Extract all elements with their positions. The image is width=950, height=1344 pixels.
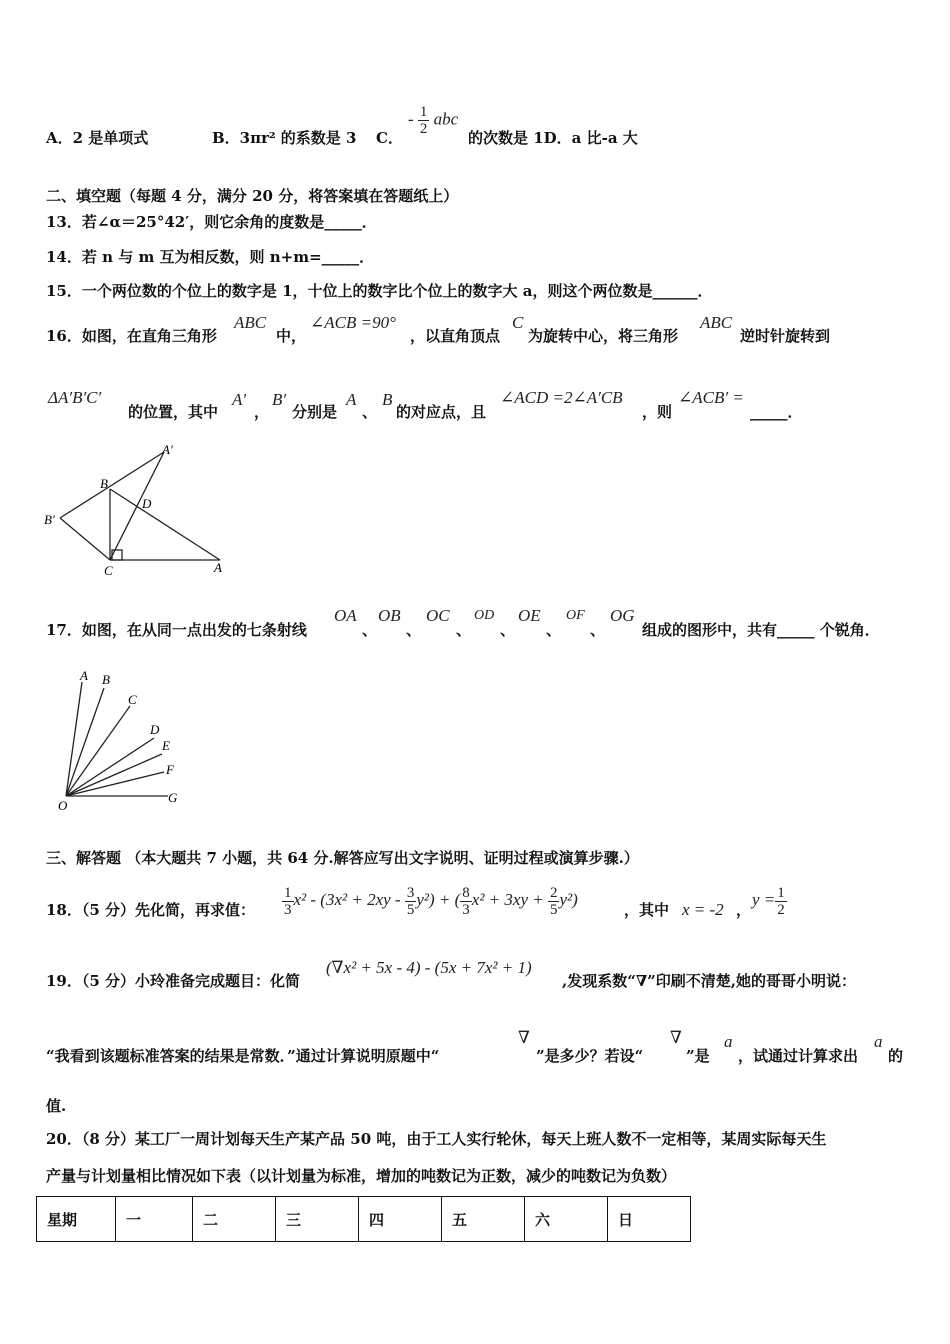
q16-math-aprime: A′	[232, 390, 247, 409]
option-c-fraction: $\frac{1}{2}$	[419, 104, 428, 137]
ray-oe: OE	[518, 606, 541, 625]
question-13: 13．若∠α＝25°42′，则它余角的度数是_____．	[46, 213, 377, 231]
q19-line2-e: 的	[888, 1047, 904, 1065]
q19-line2-b: ”是多少？若设“	[536, 1047, 644, 1065]
q20-table	[36, 1196, 691, 1242]
q19-text-1: 19．（5 分）小玲准备完成题目：化简	[46, 972, 301, 990]
q16-math-answer: ∠ACB′ =	[678, 388, 744, 407]
label-a: A	[214, 560, 222, 575]
q19-text-2: ,发现系数“∇”印刷不清楚,她的哥哥小明说：	[562, 972, 856, 990]
ray-a-line	[66, 682, 82, 796]
segment-ba	[110, 489, 220, 560]
ray-od: OD	[474, 608, 495, 623]
table-cell: 三	[276, 1197, 359, 1242]
section3-title: 三、解答题 （本大题共 7 小题，共 64 分.解答应写出文字说明、证明过程或演算步骤.）	[46, 849, 639, 867]
q17-sep-3: 、	[456, 621, 472, 639]
ray-og: OG	[610, 606, 635, 625]
q17-sep-1: 、	[362, 621, 378, 639]
q17-sep-6: 、	[590, 621, 606, 639]
table-cell: 二	[193, 1197, 276, 1242]
q18-text-3: ，	[736, 901, 752, 919]
q17-text-1: 17．如图，在从同一点出发的七条射线	[46, 621, 307, 639]
fig17-label-b: B	[102, 672, 110, 687]
fig17-label-d: D	[150, 722, 160, 737]
q16-text-5: 逆时针旋转到	[740, 327, 831, 345]
q16-text-7: ，	[254, 403, 270, 421]
label-d: D	[142, 496, 152, 511]
label-a-prime: A′	[162, 442, 173, 457]
q16-blank: _____．	[750, 403, 803, 421]
right-angle-mark	[112, 550, 122, 560]
q19-line2-c: ”是	[686, 1047, 710, 1065]
table-cell: 星期	[37, 1197, 116, 1242]
ray-d-line	[66, 738, 154, 796]
fig17-label-g: G	[168, 790, 178, 805]
q16-text-4: 为旋转中心，将三角形	[528, 327, 679, 345]
q20-line2: 产量与计划量相比情况如下表（以计划量为标准，增加的吨数记为正数，减少的吨数记为负数）	[46, 1167, 677, 1185]
option-c-expr: abc	[433, 109, 459, 129]
table-cell: 六	[525, 1197, 608, 1242]
q16-math-c: C	[512, 313, 524, 332]
q19-var-a-1: a	[724, 1032, 733, 1051]
question-14: 14．若 n 与 m 互为相反数，则 n+m=_____．	[46, 248, 375, 266]
q16-text-8: 分别是	[292, 403, 338, 421]
option-c-neg: -	[408, 109, 414, 129]
q19-var-a-2: a	[874, 1032, 883, 1051]
section2-title: 二、填空题（每题 4 分，满分 20 分，将答案填在答题纸上）	[46, 187, 459, 205]
fig17-label-c: C	[128, 692, 137, 707]
q16-math-b: B	[382, 390, 393, 409]
q18-frac-4: $\frac{2}{5}$	[549, 884, 558, 918]
q16-text-1: 16．如图，在直角三角形	[46, 327, 217, 345]
table-cell: 一	[116, 1197, 193, 1242]
figure-17	[50, 664, 190, 814]
q19-line2-d: ，试通过计算求出	[738, 1047, 859, 1065]
q17-text-2: 组成的图形中，共有_____ 个锐角．	[642, 621, 880, 639]
q19-nabla-1: ∇	[518, 1028, 530, 1047]
q17-sep-5: 、	[546, 621, 562, 639]
ray-of: OF	[566, 608, 585, 623]
q16-text-6: 的位置，其中	[128, 403, 219, 421]
q16-math-abc: ABC	[234, 313, 267, 332]
fig17-label-o: O	[58, 798, 68, 813]
q18-text-1: 18．（5 分）先化简，再求值：	[46, 901, 256, 919]
fig17-label-e: E	[162, 738, 170, 753]
q16-text-2: 中，	[276, 327, 307, 345]
q16-text-3: ，以直角顶点	[410, 327, 501, 345]
question-15: 15．一个两位数的个位上的数字是 1，十位上的数字比个位上的数字大 a，则这个两位数是______．	[46, 282, 713, 300]
option-b: B．3πr² 的系数是 3	[212, 129, 357, 147]
table-cell: 五	[442, 1197, 525, 1242]
q16-text-10: 的对应点，且	[396, 403, 487, 421]
label-b: B	[100, 476, 108, 491]
option-c-suffix: 的次数是 1D．a 比-a 大	[468, 129, 638, 147]
option-c-formula	[408, 104, 458, 137]
ray-b-line	[66, 688, 104, 796]
q16-math-abc2: ABC	[700, 313, 733, 332]
q18-expression: $\frac{1}{3}$ x² - (3x² + 2xy - $\frac{3}{5}$ y²) + ( $\frac{8}{3}$ x² + 3xy + $\frac{2}{5}$ y²)	[284, 884, 578, 918]
q18-y-frac: $\frac{1}{2}$	[777, 884, 785, 918]
q18-x-value: x = -2	[682, 900, 724, 919]
q19-line2-a: “我看到该题标准答案的结果是常数．”通过计算说明原题中“	[46, 1047, 440, 1065]
q18-text-2: ，其中	[624, 901, 670, 919]
q18-y-value: y = $\frac{1}{2}$	[752, 884, 785, 918]
table-row	[37, 1197, 691, 1242]
segment-ca-prime	[110, 452, 164, 560]
q16-math-bprime: B′	[272, 390, 287, 409]
q19-nabla-2: ∇	[670, 1028, 682, 1047]
ray-oc: OC	[426, 606, 450, 625]
ray-oa: OA	[334, 606, 357, 625]
q17-sep-4: 、	[500, 621, 516, 639]
figure-16	[40, 440, 240, 580]
q16-text-11: ，则	[642, 403, 673, 421]
q18-frac-2: $\frac{3}{5}$	[406, 884, 415, 918]
q19-expression: (∇x² + 5x - 4) - (5x + 7x² + 1)	[326, 958, 532, 977]
q16-text-9: 、	[362, 403, 378, 421]
label-b-prime: B′	[44, 512, 55, 527]
table-cell: 日	[608, 1197, 691, 1242]
segment-b-prime-c	[60, 518, 110, 560]
q20-line1: 20．（8 分）某工厂一周计划每天生产某产品 50 吨，由于工人实行轮休，每天上班人数不一定相等，某周实际每天生	[46, 1130, 827, 1148]
q19-line3: 值.	[46, 1097, 67, 1115]
fig17-label-f: F	[166, 762, 174, 777]
q16-math-triangle: ΔA′B′C′	[48, 388, 102, 407]
option-a: A．2 是单项式	[46, 129, 149, 147]
ray-ob: OB	[378, 606, 401, 625]
q16-math-relation: ∠ACD =2∠A′CB	[500, 388, 623, 407]
q16-math-angle: ∠ACB =90°	[310, 313, 396, 332]
q18-frac-3: $\frac{8}{3}$	[462, 884, 470, 918]
table-cell: 四	[359, 1197, 442, 1242]
option-c-prefix: C．	[376, 129, 403, 147]
label-c: C	[104, 563, 113, 578]
q18-frac-1: $\frac{1}{3}$	[284, 884, 292, 918]
q17-sep-2: 、	[406, 621, 422, 639]
fig17-label-a: A	[80, 668, 88, 683]
q16-math-a: A	[346, 390, 357, 409]
